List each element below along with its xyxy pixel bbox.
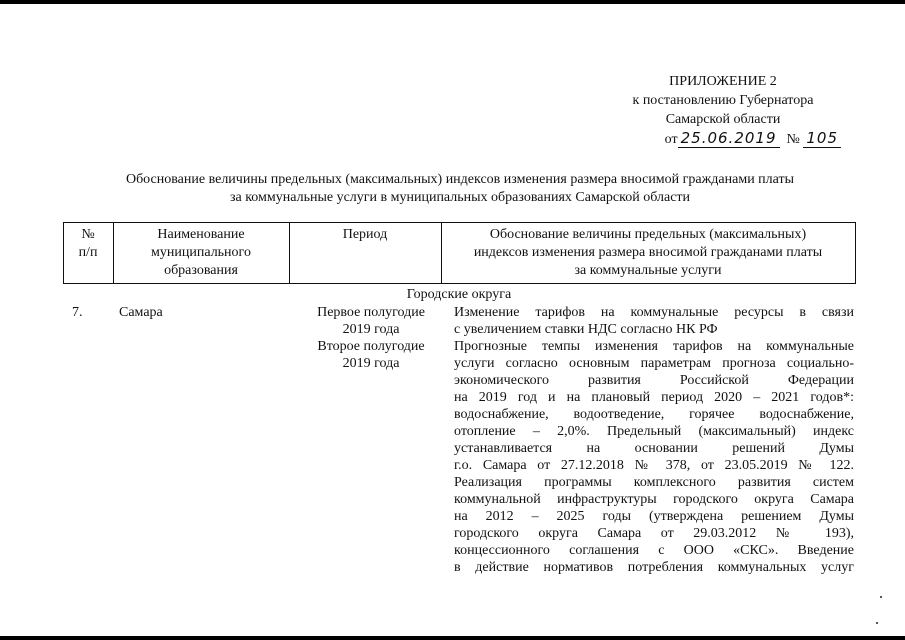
scan-bottom-edge (0, 636, 905, 640)
number-prefix: № (786, 132, 800, 147)
table-col-rule-4 (855, 222, 856, 284)
scan-speck (880, 596, 882, 598)
header-name: Наименование муниципального образования (151, 227, 251, 278)
header-num: № п/п (78, 227, 98, 260)
header-period: Период (342, 227, 388, 242)
appendix-date-number (603, 129, 843, 149)
appendix-block (603, 72, 843, 149)
group-label: Городские округа (406, 287, 512, 302)
row-justification: Изменение тарифов на коммунальные ресурсы в связи с увеличением ставки НДС согласно НК РФ Прогнозные темпы изменения тарифов на коммунальные услуги согласно основным параметрам прогноза социально- экономического развития Российской Федерации на 2019 год и на плановый период 2020 – 2021 годов*: водоснабжение, водоотведение, горячее водоснабжение, отопление – 2,0%. Предельный (максимальный) индекс устанавливается на основании решений Думы г.о. Самара от 27.12.2018 № 378, от 23.05.2019 № 122. Реализация программы комплексного развития систем коммунальной инфраструктуры городского округа Самара на 2012 – 2025 годы (утверждена решением Думы городского округа Самара от 29.03.2012 № 193), концессионного соглашения с ООО «СКС». Введение в действие нормативов потребления коммунальных услуг (454, 305, 854, 575)
document-title-line-2: за коммунальные услуги в муниципальных образованиях Самарской области (229, 190, 691, 205)
date-value: 25.06.2019 (678, 129, 780, 148)
appendix-reference: к постановлению Губернатора (632, 93, 814, 108)
scan-top-edge (0, 0, 905, 4)
row-name: Самара (119, 305, 163, 320)
number-value: 105 (803, 129, 841, 148)
appendix-region: Самарской области (665, 112, 781, 127)
row-num: 7. (72, 305, 83, 320)
table-header-rule (63, 283, 855, 284)
date-prefix: от (664, 132, 678, 147)
document-title (90, 171, 830, 207)
appendix-title: ПРИЛОЖЕНИЕ 2 (669, 74, 777, 89)
table-top-rule (63, 222, 855, 223)
row-period: Первое полугодие 2019 года Второе полугодие 2019 года (317, 305, 425, 371)
scan-speck (876, 622, 878, 624)
header-justification: Обоснование величины предельных (максимальных) индексов изменения размера вносимой гражданами платы за коммунальные услуги (473, 227, 823, 278)
document-title-line-1: Обоснование величины предельных (максимальных) индексов изменения размера вносимой гражданами платы (125, 172, 795, 187)
